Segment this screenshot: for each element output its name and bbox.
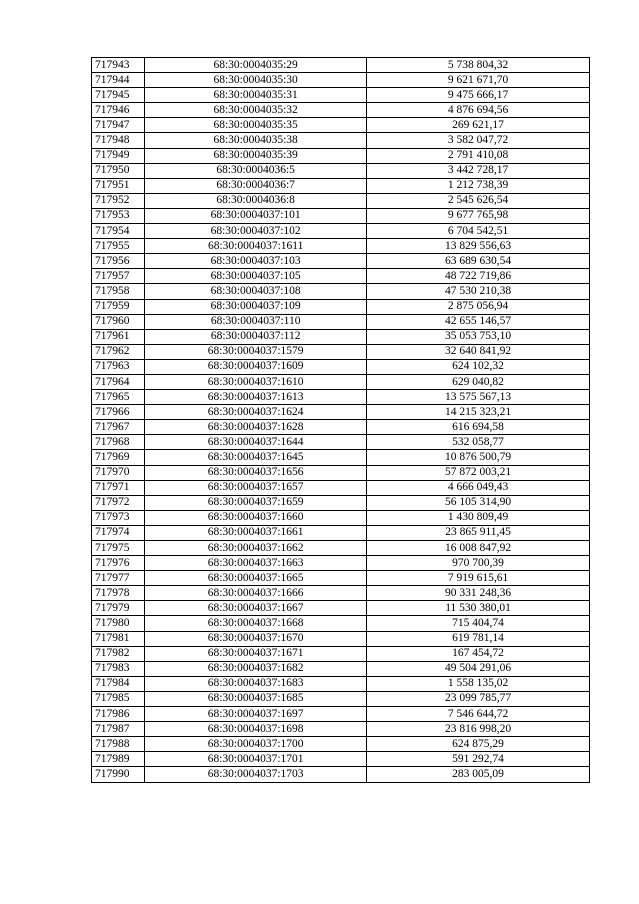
cadastral-value-cell: 5 738 804,32 — [367, 58, 590, 73]
cadastral-value-table — [91, 57, 590, 783]
row-number-cell: 717974 — [92, 525, 145, 540]
row-number-cell: 717958 — [92, 284, 145, 299]
cadastral-value-cell: 9 621 671,70 — [367, 73, 590, 88]
row-number-cell: 717967 — [92, 420, 145, 435]
cadastral-value-cell: 35 053 753,10 — [367, 329, 590, 344]
table-row — [92, 299, 590, 314]
cadastral-value-cell: 1 430 809,49 — [367, 510, 590, 525]
table-row — [92, 556, 590, 571]
cadastral-value-cell: 591 292,74 — [367, 752, 590, 767]
table-row — [92, 314, 590, 329]
table-row — [92, 374, 590, 389]
row-number-cell: 717976 — [92, 556, 145, 571]
row-number-cell: 717978 — [92, 586, 145, 601]
cadastral-number-cell: 68:30:0004037:1661 — [145, 525, 367, 540]
cadastral-value-cell: 11 530 380,01 — [367, 601, 590, 616]
cadastral-value-cell: 49 504 291,06 — [367, 661, 590, 676]
table-row — [92, 193, 590, 208]
table-row — [92, 465, 590, 480]
cadastral-number-cell: 68:30:0004037:101 — [145, 208, 367, 223]
cadastral-value-cell: 167 454,72 — [367, 646, 590, 661]
table-row — [92, 541, 590, 556]
row-number-cell: 717968 — [92, 435, 145, 450]
table-row — [92, 707, 590, 722]
cadastral-value-cell: 9 677 765,98 — [367, 208, 590, 223]
row-number-cell: 717975 — [92, 541, 145, 556]
table-row — [92, 525, 590, 540]
table-row — [92, 722, 590, 737]
row-number-cell: 717962 — [92, 344, 145, 359]
table-row — [92, 178, 590, 193]
cadastral-value-cell: 57 872 003,21 — [367, 465, 590, 480]
cadastral-number-cell: 68:30:0004037:108 — [145, 284, 367, 299]
cadastral-value-cell: 7 546 644,72 — [367, 707, 590, 722]
row-number-cell: 717947 — [92, 118, 145, 133]
row-number-cell: 717971 — [92, 480, 145, 495]
cadastral-value-cell: 715 404,74 — [367, 616, 590, 631]
row-number-cell: 717982 — [92, 646, 145, 661]
cadastral-value-cell: 90 331 248,36 — [367, 586, 590, 601]
cadastral-number-cell: 68:30:0004037:1656 — [145, 465, 367, 480]
table-row — [92, 148, 590, 163]
row-number-cell: 717959 — [92, 299, 145, 314]
row-number-cell: 717948 — [92, 133, 145, 148]
table-row — [92, 737, 590, 752]
cadastral-number-cell: 68:30:0004037:1668 — [145, 616, 367, 631]
cadastral-number-cell: 68:30:0004037:1683 — [145, 676, 367, 691]
cadastral-value-cell: 56 105 314,90 — [367, 495, 590, 510]
cadastral-number-cell: 68:30:0004035:30 — [145, 73, 367, 88]
cadastral-number-cell: 68:30:0004035:32 — [145, 103, 367, 118]
cadastral-number-cell: 68:30:0004035:38 — [145, 133, 367, 148]
table-row — [92, 586, 590, 601]
cadastral-value-cell: 283 005,09 — [367, 767, 590, 782]
cadastral-value-cell: 16 008 847,92 — [367, 541, 590, 556]
table-row — [92, 344, 590, 359]
cadastral-value-cell: 2 545 626,54 — [367, 193, 590, 208]
cadastral-value-cell: 619 781,14 — [367, 631, 590, 646]
row-number-cell: 717969 — [92, 450, 145, 465]
cadastral-number-cell: 68:30:0004037:103 — [145, 254, 367, 269]
cadastral-value-cell: 9 475 666,17 — [367, 88, 590, 103]
table-row — [92, 752, 590, 767]
cadastral-value-cell: 10 876 500,79 — [367, 450, 590, 465]
table-row — [92, 239, 590, 254]
row-number-cell: 717981 — [92, 631, 145, 646]
row-number-cell: 717977 — [92, 571, 145, 586]
cadastral-number-cell: 68:30:0004036:5 — [145, 163, 367, 178]
row-number-cell: 717990 — [92, 767, 145, 782]
cadastral-number-cell: 68:30:0004037:1665 — [145, 571, 367, 586]
cadastral-value-cell: 14 215 323,21 — [367, 405, 590, 420]
cadastral-value-cell: 47 530 210,38 — [367, 284, 590, 299]
cadastral-number-cell: 68:30:0004036:7 — [145, 178, 367, 193]
row-number-cell: 717980 — [92, 616, 145, 631]
cadastral-number-cell: 68:30:0004037:109 — [145, 299, 367, 314]
row-number-cell: 717943 — [92, 58, 145, 73]
cadastral-value-cell: 4 666 049,43 — [367, 480, 590, 495]
table-row — [92, 480, 590, 495]
cadastral-number-cell: 68:30:0004037:1610 — [145, 374, 367, 389]
table-row — [92, 661, 590, 676]
row-number-cell: 717952 — [92, 193, 145, 208]
table-row — [92, 767, 590, 782]
cadastral-number-cell: 68:30:0004037:1657 — [145, 480, 367, 495]
table-row — [92, 73, 590, 88]
table-row — [92, 571, 590, 586]
row-number-cell: 717957 — [92, 269, 145, 284]
cadastral-value-cell: 3 582 047,72 — [367, 133, 590, 148]
row-number-cell: 717989 — [92, 752, 145, 767]
cadastral-value-cell: 624 102,32 — [367, 359, 590, 374]
cadastral-value-cell: 4 876 694,56 — [367, 103, 590, 118]
cadastral-number-cell: 68:30:0004035:29 — [145, 58, 367, 73]
table-row — [92, 103, 590, 118]
table-row — [92, 420, 590, 435]
row-number-cell: 717944 — [92, 73, 145, 88]
table-row — [92, 616, 590, 631]
table-row — [92, 254, 590, 269]
cadastral-number-cell: 68:30:0004037:1611 — [145, 239, 367, 254]
cadastral-number-cell: 68:30:0004037:1645 — [145, 450, 367, 465]
cadastral-value-cell: 532 058,77 — [367, 435, 590, 450]
cadastral-value-cell: 32 640 841,92 — [367, 344, 590, 359]
table-row — [92, 495, 590, 510]
row-number-cell: 717987 — [92, 722, 145, 737]
table-row — [92, 329, 590, 344]
cadastral-number-cell: 68:30:0004037:1670 — [145, 631, 367, 646]
row-number-cell: 717983 — [92, 661, 145, 676]
cadastral-number-cell: 68:30:0004037:1644 — [145, 435, 367, 450]
table-row — [92, 390, 590, 405]
cadastral-value-cell: 23 865 911,45 — [367, 525, 590, 540]
table-row — [92, 208, 590, 223]
row-number-cell: 717988 — [92, 737, 145, 752]
cadastral-number-cell: 68:30:0004037:1628 — [145, 420, 367, 435]
row-number-cell: 717946 — [92, 103, 145, 118]
row-number-cell: 717979 — [92, 601, 145, 616]
cadastral-value-cell: 13 575 567,13 — [367, 390, 590, 405]
cadastral-value-cell: 6 704 542,51 — [367, 224, 590, 239]
cadastral-number-cell: 68:30:0004037:1660 — [145, 510, 367, 525]
cadastral-number-cell: 68:30:0004037:1613 — [145, 390, 367, 405]
row-number-cell: 717964 — [92, 374, 145, 389]
cadastral-number-cell: 68:30:0004037:102 — [145, 224, 367, 239]
table-row — [92, 118, 590, 133]
cadastral-number-cell: 68:30:0004037:112 — [145, 329, 367, 344]
table-row — [92, 224, 590, 239]
cadastral-value-cell: 970 700,39 — [367, 556, 590, 571]
table-row — [92, 359, 590, 374]
cadastral-number-cell: 68:30:0004037:1666 — [145, 586, 367, 601]
cadastral-value-cell: 624 875,29 — [367, 737, 590, 752]
table-row — [92, 58, 590, 73]
row-number-cell: 717956 — [92, 254, 145, 269]
table-row — [92, 631, 590, 646]
table-row — [92, 510, 590, 525]
cadastral-value-cell: 629 040,82 — [367, 374, 590, 389]
table-row — [92, 163, 590, 178]
row-number-cell: 717984 — [92, 676, 145, 691]
table-row — [92, 601, 590, 616]
cadastral-number-cell: 68:30:0004035:39 — [145, 148, 367, 163]
cadastral-number-cell: 68:30:0004037:1663 — [145, 556, 367, 571]
cadastral-value-cell: 1 212 738,39 — [367, 178, 590, 193]
row-number-cell: 717966 — [92, 405, 145, 420]
cadastral-value-cell: 616 694,58 — [367, 420, 590, 435]
table-row — [92, 133, 590, 148]
cadastral-value-cell: 1 558 135,02 — [367, 676, 590, 691]
row-number-cell: 717970 — [92, 465, 145, 480]
cadastral-number-cell: 68:30:0004035:35 — [145, 118, 367, 133]
cadastral-number-cell: 68:30:0004037:1662 — [145, 541, 367, 556]
cadastral-number-cell: 68:30:0004037:1698 — [145, 722, 367, 737]
cadastral-number-cell: 68:30:0004037:1682 — [145, 661, 367, 676]
cadastral-value-cell: 13 829 556,63 — [367, 239, 590, 254]
cadastral-number-cell: 68:30:0004037:1685 — [145, 691, 367, 706]
row-number-cell: 717972 — [92, 495, 145, 510]
row-number-cell: 717961 — [92, 329, 145, 344]
table-row — [92, 284, 590, 299]
cadastral-number-cell: 68:30:0004036:8 — [145, 193, 367, 208]
row-number-cell: 717954 — [92, 224, 145, 239]
table-row — [92, 435, 590, 450]
cadastral-value-cell: 23 816 998,20 — [367, 722, 590, 737]
cadastral-value-cell: 3 442 728,17 — [367, 163, 590, 178]
cadastral-value-cell: 48 722 719,86 — [367, 269, 590, 284]
table-body — [92, 58, 590, 783]
cadastral-number-cell: 68:30:0004037:1624 — [145, 405, 367, 420]
row-number-cell: 717986 — [92, 707, 145, 722]
cadastral-number-cell: 68:30:0004037:1697 — [145, 707, 367, 722]
row-number-cell: 717953 — [92, 208, 145, 223]
table-row — [92, 691, 590, 706]
table-row — [92, 88, 590, 103]
cadastral-number-cell: 68:30:0004037:1700 — [145, 737, 367, 752]
cadastral-number-cell: 68:30:0004035:31 — [145, 88, 367, 103]
row-number-cell: 717965 — [92, 390, 145, 405]
cadastral-number-cell: 68:30:0004037:1609 — [145, 359, 367, 374]
row-number-cell: 717945 — [92, 88, 145, 103]
cadastral-number-cell: 68:30:0004037:1671 — [145, 646, 367, 661]
row-number-cell: 717949 — [92, 148, 145, 163]
cadastral-value-cell: 7 919 615,61 — [367, 571, 590, 586]
row-number-cell: 717985 — [92, 691, 145, 706]
cadastral-number-cell: 68:30:0004037:110 — [145, 314, 367, 329]
row-number-cell: 717955 — [92, 239, 145, 254]
row-number-cell: 717963 — [92, 359, 145, 374]
row-number-cell: 717950 — [92, 163, 145, 178]
table-row — [92, 676, 590, 691]
cadastral-value-cell: 2 791 410,08 — [367, 148, 590, 163]
table-row — [92, 405, 590, 420]
cadastral-number-cell: 68:30:0004037:1579 — [145, 344, 367, 359]
cadastral-value-cell: 269 621,17 — [367, 118, 590, 133]
cadastral-value-cell: 23 099 785,77 — [367, 691, 590, 706]
cadastral-value-cell: 2 875 056,94 — [367, 299, 590, 314]
cadastral-value-cell: 63 689 630,54 — [367, 254, 590, 269]
table-row — [92, 646, 590, 661]
table-row — [92, 269, 590, 284]
cadastral-number-cell: 68:30:0004037:105 — [145, 269, 367, 284]
table-row — [92, 450, 590, 465]
cadastral-value-cell: 42 655 146,57 — [367, 314, 590, 329]
cadastral-number-cell: 68:30:0004037:1703 — [145, 767, 367, 782]
row-number-cell: 717951 — [92, 178, 145, 193]
row-number-cell: 717973 — [92, 510, 145, 525]
row-number-cell: 717960 — [92, 314, 145, 329]
cadastral-number-cell: 68:30:0004037:1659 — [145, 495, 367, 510]
cadastral-number-cell: 68:30:0004037:1701 — [145, 752, 367, 767]
cadastral-number-cell: 68:30:0004037:1667 — [145, 601, 367, 616]
